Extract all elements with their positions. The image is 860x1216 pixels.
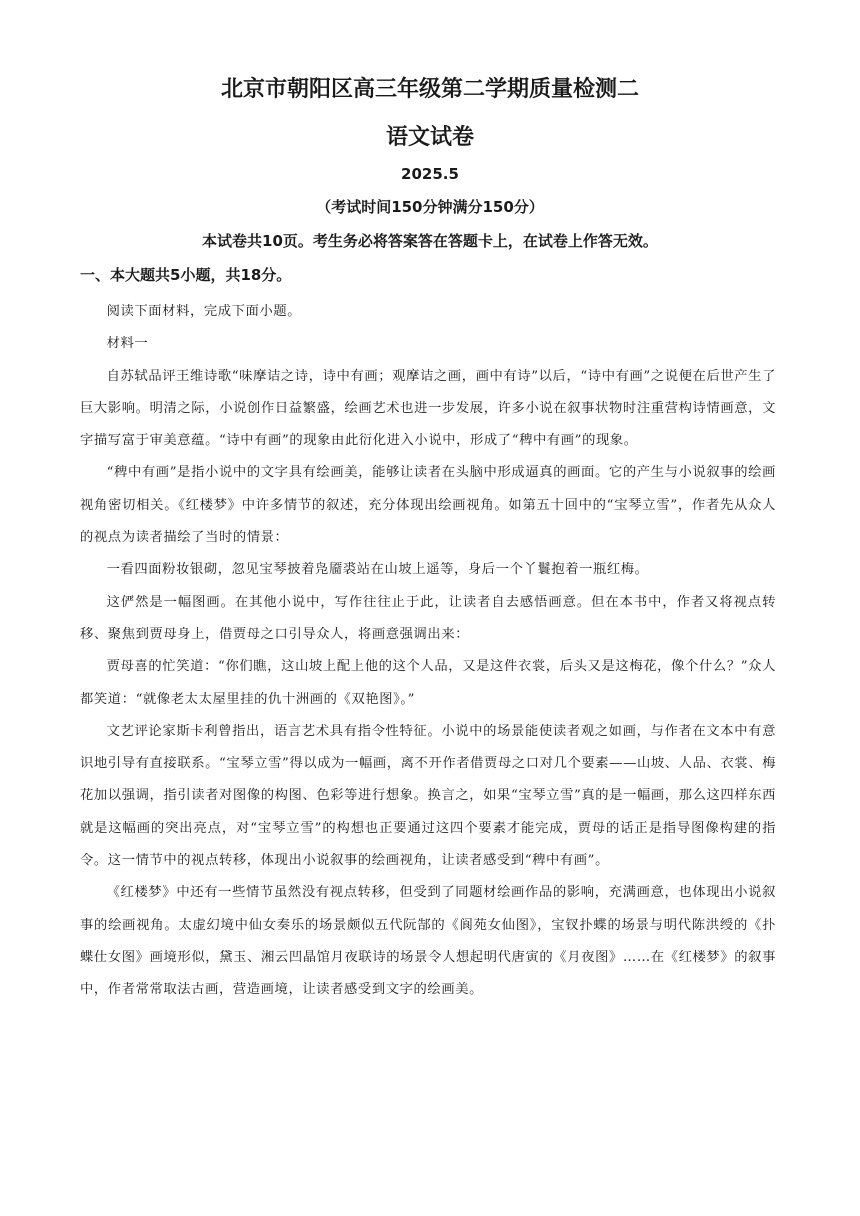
exam-date: 2025.5 — [401, 165, 459, 183]
material-label: 材料一 — [106, 336, 149, 352]
body-paragraph: 自苏轼品评王维诗歌“味摩诘之诗，诗中有画；观摩诘之画，画中有诗”以后，“诗中有画”之说便在后世产生了巨大影响。明清之际，小说创作日益繁盛，绘画艺术也进一步发展，许多小说在叙事状物时注重营构诗情画意，文字描写富于审美意蕴。“诗中有画”的现象由此衍化进入小说中，形成了“稗中有画”的现象。 — [80, 368, 776, 449]
body-paragraph: “稗中有画”是指小说中的文字具有绘画美，能够让读者在头脑中形成逼真的画面。它的产生与小说叙事的绘画视角密切相关。《红楼梦》中许多情节的叙述，充分体现出绘画视角。如第五十回中的“宝琴立雪”，作者先从众人的视点为读者描绘了当时的情景： — [80, 465, 776, 546]
body-paragraph: 《红楼梦》中还有一些情节虽然没有视点转移，但受到了同题材绘画作品的影响，充满画意，也体现出小说叙事的绘画视角。太虚幻境中仙女奏乐的场景颇似五代阮郜的《阆苑女仙图》，宝钗扑蝶的场景与明代陈洪绶的《扑蝶仕女图》画境形似，黛玉、湘云凹晶馆月夜联诗的场景令人想起明代唐寅的《月夜图》……在《红楼梦》的叙事中，作者常常取法古画，营造画境，让读者感受到文字的绘画美。 — [80, 885, 776, 998]
body-paragraph: 这俨然是一幅图画。在其他小说中，写作往往止于此，让读者自去感悟画意。但在本书中，作者又将视点转移、聚焦到贾母身上，借贾母之口引导众人，将画意强调出来： — [80, 594, 776, 642]
exam-notice: 本试卷共10页。考生务必将答案答在答题卡上，在试卷上作答无效。 — [202, 232, 658, 250]
quote-paragraph: 一看四面粉妆银砌，忽见宝琴披着凫靥裘站在山坡上遥等，身后一个丫鬟抱着一瓶红梅。 — [106, 562, 649, 578]
exam-title: 北京市朝阳区高三年级第二学期质量检测二 — [220, 77, 639, 102]
section-heading: 一、本大题共5小题，共18分。 — [80, 266, 292, 284]
exam-subtitle: 语文试卷 — [385, 125, 474, 150]
instruction-paragraph: 阅读下面材料，完成下面小题。 — [106, 304, 302, 319]
body-paragraph: 文艺评论家斯卡利曾指出，语言艺术具有指令性特征。小说中的场景能使读者观之如画，与作者在文本中有意识地引导有直接联系。“宝琴立雪”得以成为一幅画，离不开作者借贾母之口对几个要素——山坡、人品、衣裳、梅花加以强调，指引读者对图像的构图、色彩等进行想象。换言之，如果“宝琴立雪”真的是一幅画，那么这四样东西就是这幅画的突出亮点，对“宝琴立雪”的构想也正要通过这四个要素才能完成，贾母的话正是指导图像构建的指令。这一情节中的视点转移，体现出小说叙事的绘画视角，让读者感受到“稗中有画”。 — [80, 723, 776, 869]
exam-info: （考试时间150分钟满分150分） — [316, 198, 544, 216]
quote-paragraph: 贾母喜的忙笑道：“你们瞧，这山坡上配上他的这个人品，又是这件衣裳，后头又是这梅花，像个什么？”众人都笑道：“就像老太太屋里挂的仇十洲画的《双艳图》。” — [80, 659, 776, 707]
section-body — [80, 296, 776, 1007]
